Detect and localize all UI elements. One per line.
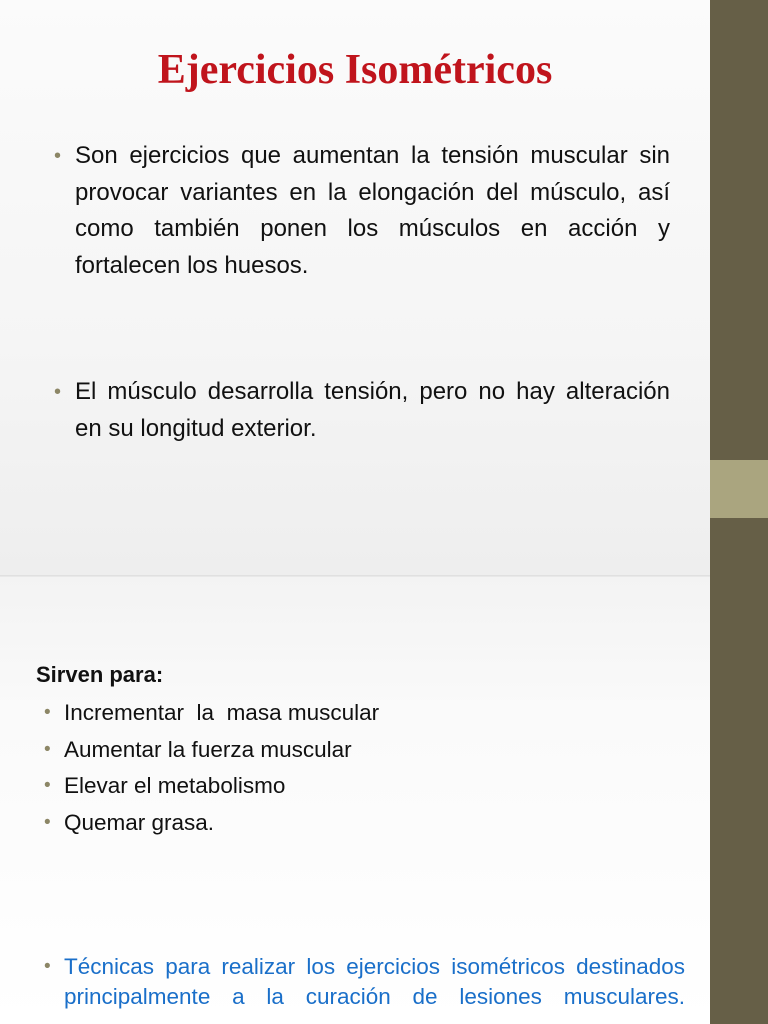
- list-item: [44, 768, 379, 805]
- bullet-icon: •: [54, 381, 62, 403]
- bullet-text: Son ejercicios que aumentan la tensión muscular sin provocar variantes en la elongación del músculo, así como también ponen los músculos en acción y fortalecen los huesos.: [75, 142, 670, 279]
- sidebar-accent-block: [710, 460, 768, 518]
- techniques-text: Técnicas para realizar los ejercicios isométricos destinados principalmente a la curación de lesiones musculares.: [64, 954, 685, 1009]
- section-heading: Sirven para:: [36, 662, 164, 687]
- slide-2: [0, 577, 710, 1024]
- bullet-icon: •: [54, 145, 62, 167]
- list-item: [44, 732, 379, 769]
- slide-title: Ejercicios Isométricos: [157, 47, 553, 93]
- bullet-item-1: [54, 138, 670, 284]
- bullet-icon: •: [44, 775, 51, 796]
- list-item-text: Elevar el metabolismo: [64, 773, 286, 798]
- benefits-list: [44, 695, 379, 841]
- list-item-text: Quemar grasa.: [64, 809, 215, 835]
- bullet-icon: •: [44, 738, 51, 760]
- list-item: [44, 695, 379, 732]
- bullet-item-2: [54, 374, 670, 447]
- list-item: [44, 805, 379, 842]
- bullet-text: El músculo desarrolla tensión, pero no hay alteración en su longitud exterior.: [75, 378, 670, 442]
- bullet-icon: •: [44, 956, 51, 977]
- bullet-icon: •: [44, 811, 51, 833]
- list-item-text: Aumentar la fuerza muscular: [64, 736, 352, 762]
- techniques-bullet: [44, 952, 685, 1012]
- bullet-icon: •: [44, 702, 51, 723]
- list-item-text: Incrementar la masa muscular: [64, 700, 380, 725]
